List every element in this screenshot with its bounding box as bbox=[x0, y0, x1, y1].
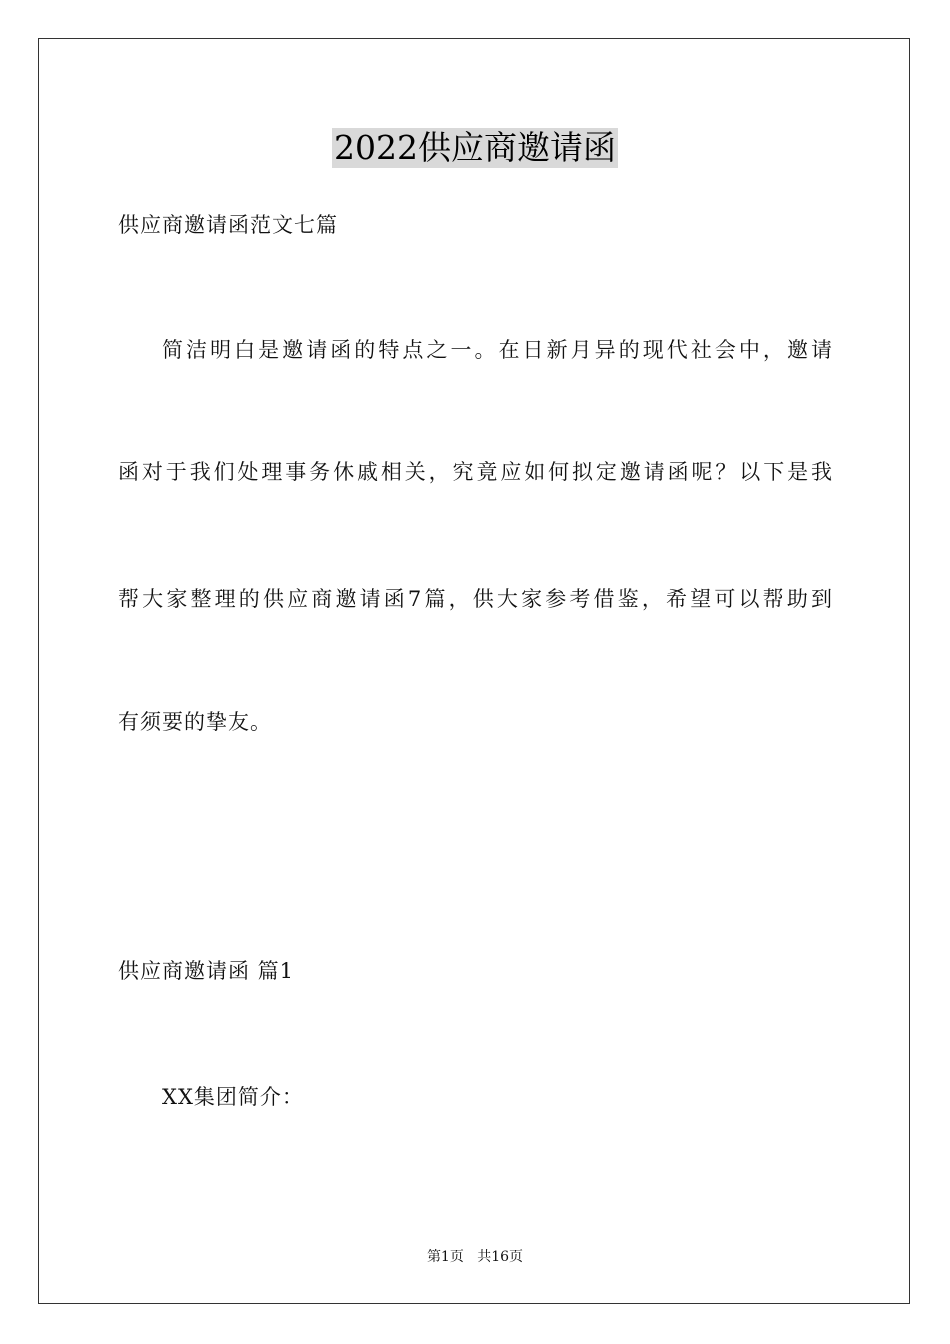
intro-line-1: 简洁明白是邀请函的特点之一。在日新月异的现代社会中，邀请 bbox=[162, 338, 832, 362]
page-footer bbox=[0, 1247, 950, 1267]
document-title: 2022供应商邀请函 bbox=[334, 128, 616, 167]
page-number: 第1页 bbox=[426, 1249, 464, 1265]
intro-line-3: 帮大家整理的供应商邀请函7篇，供大家参考借鉴，希望可以帮助到 bbox=[118, 587, 832, 611]
document-subtitle: 供应商邀请函范文七篇 bbox=[118, 213, 338, 237]
intro-line-2: 函对于我们处理事务休戚相关，究竟应如何拟定邀请函呢？以下是我 bbox=[118, 460, 832, 484]
title-container bbox=[0, 128, 950, 168]
section-heading: 供应商邀请函 篇1 bbox=[118, 959, 295, 983]
section-intro: XX集团简介： bbox=[162, 1085, 304, 1109]
page-total: 共16页 bbox=[477, 1249, 524, 1265]
intro-line-4: 有须要的挚友。 bbox=[118, 710, 272, 734]
